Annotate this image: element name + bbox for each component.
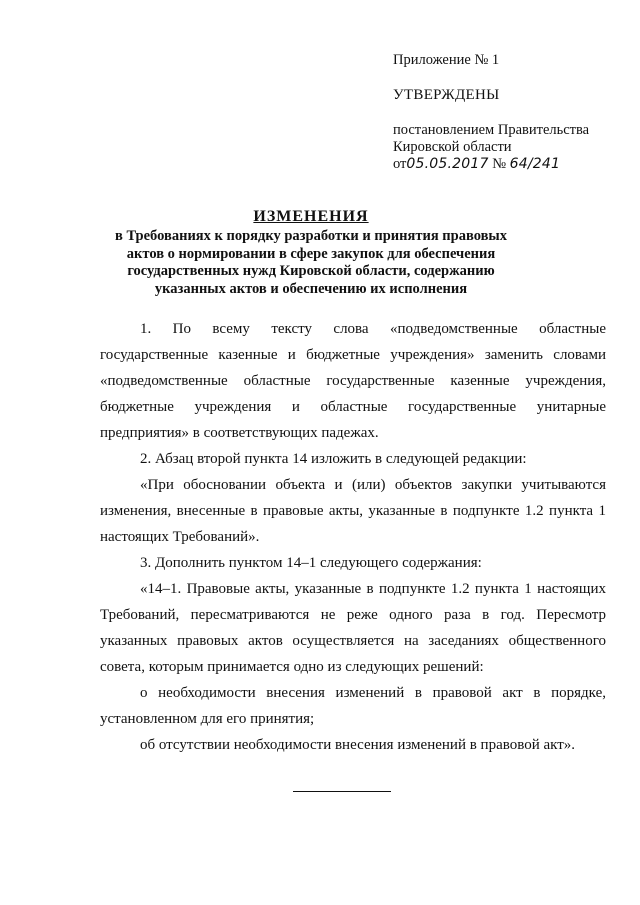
appendix-label: Приложение № 1 (393, 52, 500, 68)
decree-date-number-line (393, 156, 633, 173)
handwritten-number: 64/241 (509, 156, 561, 172)
document-subtitle: в Требованиях к порядку разработки и принятия правовых актов о нормировании в сфере закупок для обеспечения государственных нужд Кировской области, содержанию указанных актов и обеспечению их исполнения (114, 228, 507, 297)
end-divider (293, 791, 391, 792)
paragraph-5: «14–1. Правовые акты, указанные в подпункте 1.2 пункта 1 настоящих Требований, пересматриваются не реже одного раза в год. Пересмотр указанных правовых актов осуществляется на заседаниях общественного совета, которым принимается одно из следующих решений: (100, 581, 606, 675)
paragraph-6: о необходимости внесения изменений в правовой акт в порядке, установленном для его принятия; (100, 685, 606, 727)
paragraph-7: об отсутствии необходимости внесения изменений в правовой акт». (140, 737, 576, 753)
decree-line-1: постановлением Правительства (393, 122, 590, 138)
paragraph-1: 1. По всему тексту слова «подведомственные областные государственные казенные и бюджетные учреждения» заменить словами «подведомственные областные государственные казенные учреждения, бюджетные учреждения и областные государственные унитарные предприятия» в соответствующих падежах. (100, 321, 606, 441)
document-body (100, 316, 606, 758)
document-title: ИЗМЕНЕНИЯ (253, 208, 369, 225)
handwritten-date: 05.05.2017 (406, 156, 489, 172)
paragraph-3: «При обосновании объекта и (или) объектов закупки учитываются изменения, внесенные в правовые акты, указанные в подпункте 1.2 пункта 1 настоящих Требований». (100, 477, 606, 545)
number-prefix: № (492, 156, 507, 172)
paragraph-2: 2. Абзац второй пункта 14 изложить в следующей редакции: (140, 451, 527, 467)
decree-line-2: Кировской области (393, 139, 512, 155)
document-title-block (96, 208, 526, 298)
approved-label: УТВЕРЖДЕНЫ (393, 87, 500, 103)
date-prefix: от (393, 156, 407, 172)
paragraph-4: 3. Дополнить пунктом 14–1 следующего содержания: (140, 555, 482, 571)
approval-block (393, 52, 633, 173)
